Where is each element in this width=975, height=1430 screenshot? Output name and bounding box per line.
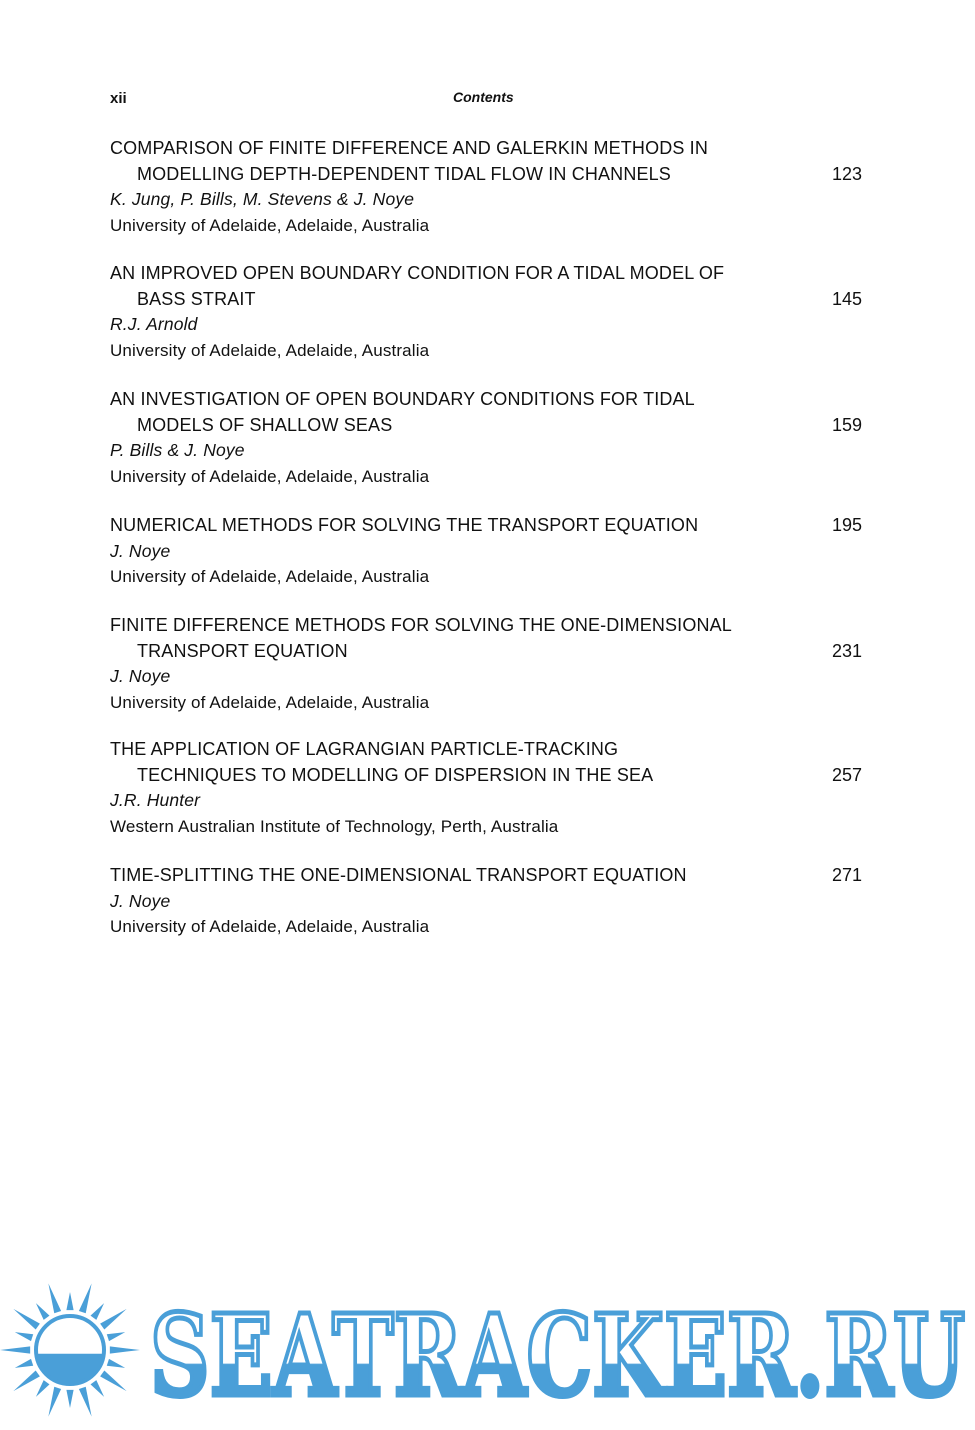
toc-entry [110, 863, 870, 940]
sun-ray [66, 1390, 73, 1408]
entry-affiliation: Western Australian Institute of Technology, Perth, Australia [110, 816, 559, 836]
entry-authors: J. Noye [110, 540, 171, 561]
sun-ray [110, 1346, 140, 1353]
watermark [0, 1275, 975, 1425]
running-head: Contents [453, 89, 514, 105]
sun-ray [91, 1380, 105, 1397]
watermark-graphic [0, 1275, 975, 1425]
entry-affiliation: University of Adelaide, Adelaide, Australia [110, 917, 430, 936]
entry-title-line: FINITE DIFFERENCE METHODS FOR SOLVING THE ONE-DIMENSIONAL [110, 615, 732, 635]
sun-ray [107, 1359, 125, 1368]
toc-entry [110, 387, 870, 489]
entry-authors: J. Noye [110, 890, 171, 911]
page-number: xii [110, 90, 127, 107]
toc-entry [110, 136, 870, 238]
sun-ray [91, 1303, 105, 1320]
sun-ray [13, 1309, 40, 1330]
entry-title-line: TIME-SPLITTING THE ONE-DIMENSIONAL TRANSPORT EQUATION [110, 865, 687, 885]
page-header [0, 90, 975, 112]
entry-page-number: 231 [832, 640, 863, 661]
entry-title-line: MODELS OF SHALLOW SEAS [137, 414, 393, 435]
sun-ray [0, 1346, 30, 1353]
entry-page-number: 195 [832, 515, 863, 535]
sun-ray [36, 1380, 50, 1397]
entry-page-number: 123 [832, 163, 863, 184]
entry-affiliation: University of Adelaide, Adelaide, Australia [110, 340, 430, 360]
entry-page-number: 257 [832, 764, 863, 785]
sun-ray [15, 1359, 33, 1368]
entry-title-line: AN INVESTIGATION OF OPEN BOUNDARY CONDITIONS FOR TIDAL [110, 389, 695, 409]
entry-page-number: 145 [832, 288, 863, 309]
sun-ray [107, 1332, 125, 1341]
sun-ray [79, 1387, 92, 1417]
entry-title-line: THE APPLICATION OF LAGRANGIAN PARTICLE-TRACKING [110, 739, 619, 759]
entry-title-line: COMPARISON OF FINITE DIFFERENCE AND GALERKIN METHODS IN [110, 138, 708, 158]
entry-title-line: TRANSPORT EQUATION [137, 640, 348, 661]
entry-affiliation: University of Adelaide, Adelaide, Australia [110, 215, 430, 235]
toc-entry [110, 737, 870, 839]
entry-authors: K. Jung, P. Bills, M. Stevens & J. Noye [110, 189, 415, 209]
toc-entry [110, 513, 870, 590]
sun-ray [13, 1371, 40, 1392]
toc-entry [110, 613, 870, 715]
entry-title-line: MODELLING DEPTH-DEPENDENT TIDAL FLOW IN CHANNELS [137, 163, 671, 184]
sun-ray [48, 1283, 61, 1313]
entry-authors: P. Bills & J. Noye [110, 440, 245, 460]
entry-authors: J.R. Hunter [110, 790, 201, 810]
toc-entry [110, 261, 870, 363]
entry-affiliation: University of Adelaide, Adelaide, Australia [110, 692, 430, 712]
entry-page-number: 271 [832, 865, 863, 885]
entry-title-line: NUMERICAL METHODS FOR SOLVING THE TRANSPORT EQUATION [110, 515, 699, 535]
sun-ray [100, 1309, 127, 1330]
entry-authors: J. Noye [110, 666, 171, 686]
entry-title-line: AN IMPROVED OPEN BOUNDARY CONDITION FOR A TIDAL MODEL OF [110, 263, 725, 283]
sun-ray [36, 1303, 50, 1320]
entry-title-line: BASS STRAIT [137, 288, 256, 309]
entry-affiliation: University of Adelaide, Adelaide, Australia [110, 567, 430, 586]
sun-ray [66, 1292, 73, 1310]
entry-authors: R.J. Arnold [110, 314, 198, 334]
entry-title-line: TECHNIQUES TO MODELLING OF DISPERSION IN THE SEA [137, 764, 654, 785]
sun-ray [48, 1387, 61, 1417]
sun-icon [0, 1283, 140, 1416]
watermark-text: SEATRACKER.RU [150, 1291, 965, 1422]
sun-ray [79, 1283, 92, 1313]
entry-page-number: 159 [832, 414, 863, 435]
sun-ray [100, 1371, 127, 1392]
entry-affiliation: University of Adelaide, Adelaide, Australia [110, 466, 430, 486]
sun-ray [15, 1332, 33, 1341]
